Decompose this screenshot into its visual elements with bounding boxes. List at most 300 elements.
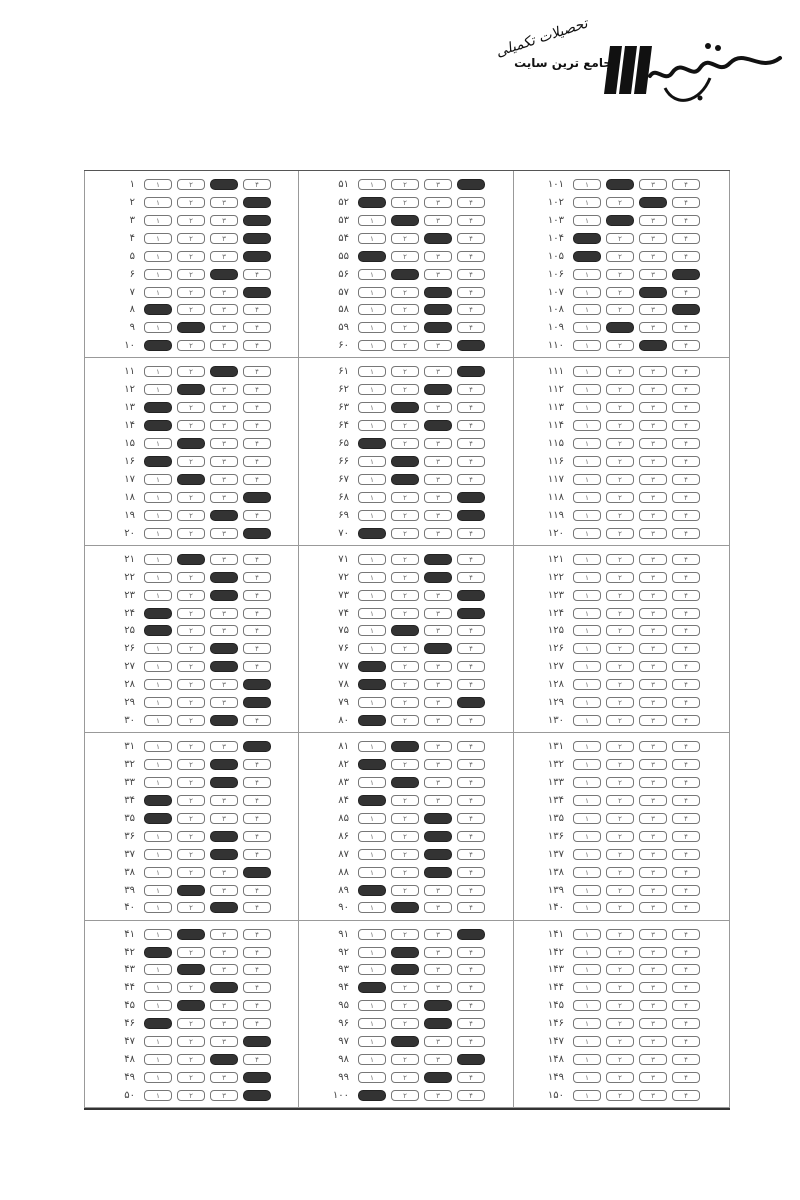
answer-bubble[interactable]: ۲ <box>391 679 419 690</box>
answer-bubble[interactable]: ۳ <box>424 215 452 226</box>
answer-bubble[interactable]: ۳ <box>639 304 667 315</box>
answer-bubble[interactable]: ۲ <box>177 304 205 315</box>
answer-bubble[interactable] <box>210 510 238 521</box>
answer-bubble[interactable]: ۱ <box>573 215 601 226</box>
answer-bubble[interactable] <box>424 287 452 298</box>
answer-bubble[interactable] <box>391 456 419 467</box>
answer-bubble[interactable]: ۴ <box>672 1000 700 1011</box>
answer-bubble[interactable]: ۲ <box>606 715 634 726</box>
answer-bubble[interactable]: ۴ <box>457 287 485 298</box>
answer-bubble[interactable]: ۳ <box>424 661 452 672</box>
answer-bubble[interactable]: ۱ <box>358 849 386 860</box>
answer-bubble[interactable]: ۴ <box>457 322 485 333</box>
answer-bubble[interactable] <box>177 1000 205 1011</box>
answer-bubble[interactable]: ۲ <box>606 885 634 896</box>
answer-bubble[interactable]: ۴ <box>457 777 485 788</box>
answer-bubble[interactable]: ۴ <box>457 438 485 449</box>
answer-bubble[interactable] <box>358 715 386 726</box>
answer-bubble[interactable]: ۳ <box>210 438 238 449</box>
answer-bubble[interactable] <box>672 269 700 280</box>
answer-bubble[interactable] <box>391 215 419 226</box>
answer-bubble[interactable] <box>391 947 419 958</box>
answer-bubble[interactable] <box>210 643 238 654</box>
answer-bubble[interactable] <box>210 1054 238 1065</box>
answer-bubble[interactable] <box>358 1090 386 1101</box>
answer-bubble[interactable]: ۴ <box>243 982 271 993</box>
answer-bubble[interactable]: ۱ <box>144 643 172 654</box>
answer-bubble[interactable]: ۴ <box>457 661 485 672</box>
answer-bubble[interactable]: ۱ <box>573 590 601 601</box>
answer-bubble[interactable]: ۲ <box>606 813 634 824</box>
answer-bubble[interactable]: ۳ <box>639 661 667 672</box>
answer-bubble[interactable]: ۳ <box>639 438 667 449</box>
answer-bubble[interactable]: ۴ <box>672 456 700 467</box>
answer-bubble[interactable] <box>457 492 485 503</box>
answer-bubble[interactable] <box>243 197 271 208</box>
answer-bubble[interactable]: ۱ <box>573 777 601 788</box>
answer-bubble[interactable]: ۳ <box>639 715 667 726</box>
answer-bubble[interactable]: ۴ <box>672 831 700 842</box>
answer-bubble[interactable]: ۴ <box>457 885 485 896</box>
answer-bubble[interactable] <box>144 813 172 824</box>
answer-bubble[interactable]: ۱ <box>573 269 601 280</box>
answer-bubble[interactable]: ۴ <box>457 947 485 958</box>
answer-bubble[interactable]: ۱ <box>358 572 386 583</box>
answer-bubble[interactable]: ۱ <box>358 554 386 565</box>
answer-bubble[interactable] <box>358 661 386 672</box>
answer-bubble[interactable]: ۱ <box>358 867 386 878</box>
answer-bubble[interactable]: ۴ <box>672 474 700 485</box>
answer-bubble[interactable]: ۱ <box>144 1036 172 1047</box>
answer-bubble[interactable]: ۲ <box>391 1090 419 1101</box>
answer-bubble[interactable] <box>358 197 386 208</box>
answer-bubble[interactable]: ۳ <box>639 947 667 958</box>
answer-bubble[interactable]: ۱ <box>358 304 386 315</box>
answer-bubble[interactable]: ۳ <box>639 1090 667 1101</box>
answer-bubble[interactable] <box>177 964 205 975</box>
answer-bubble[interactable]: ۲ <box>391 322 419 333</box>
answer-bubble[interactable] <box>144 1018 172 1029</box>
answer-bubble[interactable]: ۳ <box>424 510 452 521</box>
answer-bubble[interactable]: ۴ <box>457 902 485 913</box>
answer-bubble[interactable]: ۱ <box>358 625 386 636</box>
answer-bubble[interactable] <box>358 528 386 539</box>
answer-bubble[interactable]: ۳ <box>639 1072 667 1083</box>
answer-bubble[interactable]: ۴ <box>672 813 700 824</box>
answer-bubble[interactable]: ۴ <box>672 741 700 752</box>
answer-bubble[interactable]: ۱ <box>144 590 172 601</box>
answer-bubble[interactable]: ۱ <box>573 1090 601 1101</box>
answer-bubble[interactable] <box>457 179 485 190</box>
answer-bubble[interactable]: ۲ <box>606 1036 634 1047</box>
answer-bubble[interactable]: ۱ <box>144 233 172 244</box>
answer-bubble[interactable]: ۱ <box>573 528 601 539</box>
answer-bubble[interactable]: ۱ <box>144 1090 172 1101</box>
answer-bubble[interactable]: ۱ <box>144 322 172 333</box>
answer-bubble[interactable]: ۳ <box>639 384 667 395</box>
answer-bubble[interactable]: ۴ <box>672 590 700 601</box>
answer-bubble[interactable]: ۳ <box>639 572 667 583</box>
answer-bubble[interactable]: ۲ <box>606 233 634 244</box>
answer-bubble[interactable]: ۴ <box>457 528 485 539</box>
answer-bubble[interactable] <box>210 269 238 280</box>
answer-bubble[interactable]: ۲ <box>177 982 205 993</box>
answer-bubble[interactable]: ۱ <box>573 625 601 636</box>
answer-bubble[interactable]: ۲ <box>391 572 419 583</box>
answer-bubble[interactable]: ۲ <box>606 795 634 806</box>
answer-bubble[interactable]: ۲ <box>177 197 205 208</box>
answer-bubble[interactable]: ۳ <box>210 554 238 565</box>
answer-bubble[interactable]: ۴ <box>243 572 271 583</box>
answer-bubble[interactable]: ۴ <box>243 590 271 601</box>
answer-bubble[interactable]: ۴ <box>243 554 271 565</box>
answer-bubble[interactable] <box>210 590 238 601</box>
answer-bubble[interactable] <box>177 384 205 395</box>
answer-bubble[interactable]: ۴ <box>457 1072 485 1083</box>
answer-bubble[interactable] <box>144 625 172 636</box>
answer-bubble[interactable]: ۱ <box>358 287 386 298</box>
answer-bubble[interactable]: ۲ <box>391 715 419 726</box>
answer-bubble[interactable]: ۲ <box>606 697 634 708</box>
answer-bubble[interactable]: ۳ <box>210 964 238 975</box>
answer-bubble[interactable]: ۱ <box>144 679 172 690</box>
answer-bubble[interactable]: ۱ <box>358 929 386 940</box>
answer-bubble[interactable] <box>424 572 452 583</box>
answer-bubble[interactable] <box>144 402 172 413</box>
answer-bubble[interactable] <box>424 384 452 395</box>
answer-bubble[interactable]: ۴ <box>457 715 485 726</box>
answer-bubble[interactable]: ۲ <box>606 643 634 654</box>
answer-bubble[interactable]: ۱ <box>573 929 601 940</box>
answer-bubble[interactable] <box>177 885 205 896</box>
answer-bubble[interactable] <box>457 697 485 708</box>
answer-bubble[interactable]: ۳ <box>210 322 238 333</box>
answer-bubble[interactable] <box>243 741 271 752</box>
answer-bubble[interactable]: ۲ <box>177 777 205 788</box>
answer-bubble[interactable]: ۱ <box>573 1018 601 1029</box>
answer-bubble[interactable]: ۳ <box>639 964 667 975</box>
answer-bubble[interactable]: ۱ <box>358 590 386 601</box>
answer-bubble[interactable]: ۳ <box>639 982 667 993</box>
answer-bubble[interactable] <box>424 304 452 315</box>
answer-bubble[interactable]: ۱ <box>573 554 601 565</box>
answer-bubble[interactable]: ۳ <box>210 304 238 315</box>
answer-bubble[interactable]: ۲ <box>606 1072 634 1083</box>
answer-bubble[interactable]: ۴ <box>672 777 700 788</box>
answer-bubble[interactable]: ۲ <box>391 929 419 940</box>
answer-bubble[interactable]: ۲ <box>177 366 205 377</box>
answer-bubble[interactable]: ۲ <box>606 269 634 280</box>
answer-bubble[interactable]: ۲ <box>606 384 634 395</box>
answer-bubble[interactable] <box>606 322 634 333</box>
answer-bubble[interactable] <box>210 759 238 770</box>
answer-bubble[interactable]: ۲ <box>177 528 205 539</box>
answer-bubble[interactable]: ۲ <box>606 251 634 262</box>
answer-bubble[interactable]: ۳ <box>210 813 238 824</box>
answer-bubble[interactable]: ۴ <box>243 384 271 395</box>
answer-bubble[interactable]: ۴ <box>457 982 485 993</box>
answer-bubble[interactable]: ۲ <box>606 1090 634 1101</box>
answer-bubble[interactable]: ۴ <box>243 1018 271 1029</box>
answer-bubble[interactable]: ۲ <box>177 715 205 726</box>
answer-bubble[interactable]: ۳ <box>424 269 452 280</box>
answer-bubble[interactable]: ۲ <box>606 510 634 521</box>
answer-bubble[interactable]: ۳ <box>424 590 452 601</box>
answer-bubble[interactable]: ۲ <box>391 697 419 708</box>
answer-bubble[interactable]: ۱ <box>573 813 601 824</box>
answer-bubble[interactable]: ۲ <box>177 251 205 262</box>
answer-bubble[interactable]: ۳ <box>210 215 238 226</box>
answer-bubble[interactable]: ۲ <box>177 1072 205 1083</box>
answer-bubble[interactable]: ۴ <box>243 420 271 431</box>
answer-bubble[interactable]: ۱ <box>144 759 172 770</box>
answer-bubble[interactable]: ۳ <box>639 474 667 485</box>
answer-bubble[interactable]: ۴ <box>672 197 700 208</box>
answer-bubble[interactable]: ۳ <box>424 1054 452 1065</box>
answer-bubble[interactable]: ۳ <box>639 929 667 940</box>
answer-bubble[interactable]: ۴ <box>243 456 271 467</box>
answer-bubble[interactable]: ۳ <box>210 1000 238 1011</box>
answer-bubble[interactable]: ۳ <box>210 492 238 503</box>
answer-bubble[interactable] <box>210 179 238 190</box>
answer-bubble[interactable] <box>210 777 238 788</box>
answer-bubble[interactable]: ۴ <box>243 1054 271 1065</box>
answer-bubble[interactable]: ۱ <box>358 322 386 333</box>
answer-bubble[interactable]: ۲ <box>391 492 419 503</box>
answer-bubble[interactable]: ۲ <box>177 608 205 619</box>
answer-bubble[interactable]: ۱ <box>573 1054 601 1065</box>
answer-bubble[interactable]: ۱ <box>144 215 172 226</box>
answer-bubble[interactable]: ۴ <box>672 1090 700 1101</box>
answer-bubble[interactable]: ۲ <box>177 340 205 351</box>
answer-bubble[interactable]: ۱ <box>358 340 386 351</box>
answer-bubble[interactable]: ۲ <box>177 813 205 824</box>
answer-bubble[interactable]: ۱ <box>573 759 601 770</box>
answer-bubble[interactable]: ۲ <box>177 179 205 190</box>
answer-bubble[interactable]: ۴ <box>672 402 700 413</box>
answer-bubble[interactable]: ۲ <box>606 661 634 672</box>
answer-bubble[interactable]: ۳ <box>639 849 667 860</box>
answer-bubble[interactable]: ۳ <box>424 340 452 351</box>
answer-bubble[interactable]: ۱ <box>144 661 172 672</box>
answer-bubble[interactable]: ۴ <box>457 251 485 262</box>
answer-bubble[interactable] <box>210 661 238 672</box>
answer-bubble[interactable]: ۱ <box>573 849 601 860</box>
answer-bubble[interactable]: ۳ <box>424 197 452 208</box>
answer-bubble[interactable]: ۴ <box>672 554 700 565</box>
answer-bubble[interactable]: ۳ <box>424 1036 452 1047</box>
answer-bubble[interactable]: ۱ <box>573 197 601 208</box>
answer-bubble[interactable]: ۳ <box>210 697 238 708</box>
answer-bubble[interactable]: ۴ <box>243 438 271 449</box>
answer-bubble[interactable]: ۳ <box>639 456 667 467</box>
answer-bubble[interactable]: ۲ <box>177 697 205 708</box>
answer-bubble[interactable]: ۲ <box>391 251 419 262</box>
answer-bubble[interactable]: ۱ <box>573 420 601 431</box>
answer-bubble[interactable]: ۲ <box>606 1054 634 1065</box>
answer-bubble[interactable]: ۴ <box>672 885 700 896</box>
answer-bubble[interactable]: ۴ <box>243 715 271 726</box>
answer-bubble[interactable] <box>457 590 485 601</box>
answer-bubble[interactable]: ۴ <box>457 813 485 824</box>
answer-bubble[interactable]: ۳ <box>424 902 452 913</box>
answer-bubble[interactable]: ۱ <box>358 813 386 824</box>
answer-bubble[interactable]: ۴ <box>672 929 700 940</box>
answer-bubble[interactable]: ۱ <box>573 964 601 975</box>
answer-bubble[interactable]: ۳ <box>639 741 667 752</box>
answer-bubble[interactable]: ۳ <box>210 251 238 262</box>
answer-bubble[interactable]: ۲ <box>606 867 634 878</box>
answer-bubble[interactable]: ۲ <box>606 759 634 770</box>
answer-bubble[interactable]: ۲ <box>177 402 205 413</box>
answer-bubble[interactable]: ۳ <box>424 608 452 619</box>
answer-bubble[interactable]: ۲ <box>177 510 205 521</box>
answer-bubble[interactable]: ۱ <box>573 287 601 298</box>
answer-bubble[interactable] <box>424 867 452 878</box>
answer-bubble[interactable]: ۴ <box>672 287 700 298</box>
answer-bubble[interactable]: ۴ <box>457 1090 485 1101</box>
answer-bubble[interactable]: ۴ <box>243 947 271 958</box>
answer-bubble[interactable]: ۴ <box>672 867 700 878</box>
answer-bubble[interactable] <box>243 251 271 262</box>
answer-bubble[interactable]: ۱ <box>573 304 601 315</box>
answer-bubble[interactable]: ۱ <box>144 867 172 878</box>
answer-bubble[interactable] <box>243 492 271 503</box>
answer-bubble[interactable]: ۲ <box>391 233 419 244</box>
answer-bubble[interactable] <box>457 929 485 940</box>
answer-bubble[interactable]: ۱ <box>573 885 601 896</box>
answer-bubble[interactable]: ۱ <box>144 510 172 521</box>
answer-bubble[interactable]: ۲ <box>606 492 634 503</box>
answer-bubble[interactable]: ۲ <box>177 661 205 672</box>
answer-bubble[interactable]: ۲ <box>177 590 205 601</box>
answer-bubble[interactable]: ۱ <box>144 572 172 583</box>
answer-bubble[interactable] <box>243 1090 271 1101</box>
answer-bubble[interactable]: ۳ <box>639 251 667 262</box>
answer-bubble[interactable]: ۲ <box>606 608 634 619</box>
answer-bubble[interactable]: ۳ <box>424 456 452 467</box>
answer-bubble[interactable]: ۴ <box>457 420 485 431</box>
answer-bubble[interactable]: ۴ <box>243 964 271 975</box>
answer-bubble[interactable]: ۳ <box>424 528 452 539</box>
answer-bubble[interactable]: ۲ <box>391 885 419 896</box>
answer-bubble[interactable]: ۲ <box>177 456 205 467</box>
answer-bubble[interactable]: ۴ <box>243 269 271 280</box>
answer-bubble[interactable]: ۱ <box>144 1000 172 1011</box>
answer-bubble[interactable]: ۳ <box>639 322 667 333</box>
answer-bubble[interactable]: ۱ <box>144 384 172 395</box>
answer-bubble[interactable] <box>358 679 386 690</box>
answer-bubble[interactable] <box>391 474 419 485</box>
answer-bubble[interactable]: ۴ <box>243 813 271 824</box>
answer-bubble[interactable]: ۴ <box>672 1036 700 1047</box>
answer-bubble[interactable] <box>457 1054 485 1065</box>
answer-bubble[interactable]: ۳ <box>639 233 667 244</box>
answer-bubble[interactable]: ۳ <box>639 1018 667 1029</box>
answer-bubble[interactable]: ۱ <box>573 867 601 878</box>
answer-bubble[interactable]: ۳ <box>639 608 667 619</box>
answer-bubble[interactable]: ۳ <box>210 1090 238 1101</box>
answer-bubble[interactable]: ۴ <box>457 402 485 413</box>
answer-bubble[interactable]: ۳ <box>639 885 667 896</box>
answer-bubble[interactable]: ۳ <box>639 643 667 654</box>
answer-bubble[interactable]: ۳ <box>424 1090 452 1101</box>
answer-bubble[interactable]: ۴ <box>672 572 700 583</box>
answer-bubble[interactable] <box>457 608 485 619</box>
answer-bubble[interactable]: ۱ <box>144 902 172 913</box>
answer-bubble[interactable]: ۲ <box>177 625 205 636</box>
answer-bubble[interactable] <box>210 715 238 726</box>
answer-bubble[interactable]: ۲ <box>606 456 634 467</box>
answer-bubble[interactable]: ۴ <box>672 179 700 190</box>
answer-bubble[interactable]: ۳ <box>210 608 238 619</box>
answer-bubble[interactable]: ۲ <box>606 964 634 975</box>
answer-bubble[interactable]: ۴ <box>672 679 700 690</box>
answer-bubble[interactable] <box>177 554 205 565</box>
answer-bubble[interactable]: ۲ <box>606 340 634 351</box>
answer-bubble[interactable] <box>391 402 419 413</box>
answer-bubble[interactable]: ۳ <box>424 741 452 752</box>
answer-bubble[interactable]: ۴ <box>672 795 700 806</box>
answer-bubble[interactable]: ۱ <box>144 179 172 190</box>
answer-bubble[interactable]: ۲ <box>606 849 634 860</box>
answer-bubble[interactable]: ۱ <box>573 492 601 503</box>
answer-bubble[interactable]: ۳ <box>210 947 238 958</box>
answer-bubble[interactable]: ۱ <box>144 197 172 208</box>
answer-bubble[interactable]: ۱ <box>144 929 172 940</box>
answer-bubble[interactable]: ۴ <box>457 1036 485 1047</box>
answer-bubble[interactable]: ۳ <box>424 759 452 770</box>
answer-bubble[interactable]: ۴ <box>243 322 271 333</box>
answer-bubble[interactable] <box>177 929 205 940</box>
answer-bubble[interactable]: ۴ <box>457 215 485 226</box>
answer-bubble[interactable]: ۲ <box>606 474 634 485</box>
answer-bubble[interactable]: ۴ <box>243 625 271 636</box>
answer-bubble[interactable] <box>391 269 419 280</box>
answer-bubble[interactable]: ۲ <box>391 1072 419 1083</box>
answer-bubble[interactable] <box>424 1072 452 1083</box>
answer-bubble[interactable] <box>243 679 271 690</box>
answer-bubble[interactable]: ۴ <box>243 643 271 654</box>
answer-bubble[interactable]: ۴ <box>672 1054 700 1065</box>
answer-bubble[interactable]: ۲ <box>391 528 419 539</box>
answer-bubble[interactable]: ۲ <box>177 759 205 770</box>
answer-bubble[interactable]: ۲ <box>606 625 634 636</box>
answer-bubble[interactable]: ۱ <box>573 1072 601 1083</box>
answer-bubble[interactable]: ۴ <box>243 759 271 770</box>
answer-bubble[interactable]: ۲ <box>606 741 634 752</box>
answer-bubble[interactable]: ۴ <box>457 269 485 280</box>
answer-bubble[interactable]: ۱ <box>144 438 172 449</box>
answer-bubble[interactable]: ۱ <box>358 1018 386 1029</box>
answer-bubble[interactable]: ۴ <box>672 340 700 351</box>
answer-bubble[interactable]: ۲ <box>391 384 419 395</box>
answer-bubble[interactable]: ۴ <box>243 340 271 351</box>
answer-bubble[interactable]: ۱ <box>573 1036 601 1047</box>
answer-bubble[interactable]: ۲ <box>606 366 634 377</box>
answer-bubble[interactable]: ۴ <box>457 643 485 654</box>
answer-bubble[interactable]: ۴ <box>243 402 271 413</box>
answer-bubble[interactable] <box>424 1018 452 1029</box>
answer-bubble[interactable] <box>243 1072 271 1083</box>
answer-bubble[interactable]: ۳ <box>639 554 667 565</box>
answer-bubble[interactable]: ۲ <box>177 420 205 431</box>
answer-bubble[interactable]: ۲ <box>177 867 205 878</box>
answer-bubble[interactable]: ۳ <box>639 795 667 806</box>
answer-bubble[interactable]: ۳ <box>424 679 452 690</box>
answer-bubble[interactable] <box>210 366 238 377</box>
answer-bubble[interactable] <box>606 215 634 226</box>
